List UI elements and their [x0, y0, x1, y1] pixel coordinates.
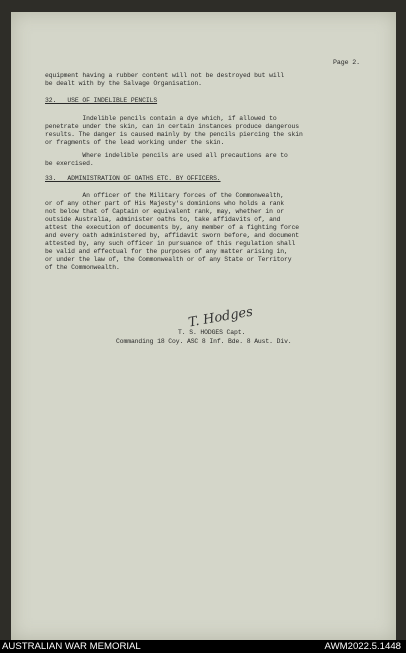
paragraph-line: be exercised.: [45, 160, 94, 167]
footer-institution: AUSTRALIAN WAR MEMORIAL: [2, 641, 141, 652]
footer-catalogue-id: AWM2022.5.1448: [324, 641, 401, 652]
handwritten-signature: T. Hodges: [187, 304, 255, 331]
paragraph-line: of the Commonwealth.: [45, 264, 120, 271]
signatory-name: T. S. HODGES Capt.: [178, 329, 246, 336]
text-line: equipment having a rubber content will not be destroyed but will: [45, 72, 285, 79]
paragraph-line: or fragments of the lead working under the skin.: [45, 139, 225, 146]
page-number: Page 2.: [333, 59, 360, 66]
paragraph-line: outside Australia, administer oaths to, take affidavits of, and: [45, 216, 281, 223]
paragraph-line: Indelible pencils contain a dye which, if allowed to: [45, 115, 277, 122]
paragraph-line: An officer of the Military forces of the Commonwealth,: [45, 192, 285, 199]
paragraph-line: attested by, any such officer in pursuance of this regulation shall: [45, 240, 296, 247]
paragraph-line: or of any other part of His Majesty's dominions who holds a rank: [45, 200, 285, 207]
section-32-heading: 32. USE OF INDELIBLE PENCILS: [45, 97, 158, 104]
paragraph-line: penetrate under the skin, can in certain instances produce dangerous: [45, 123, 299, 130]
signatory-title: Commanding 18 Coy. ASC 8 Inf. Bde. 8 Aust. Div.: [116, 338, 292, 345]
paragraph-line: Where indelible pencils are used all precautions are to: [45, 152, 288, 159]
text-line: be dealt with by the Salvage Organisation.: [45, 80, 202, 87]
paragraph-line: results. The danger is caused mainly by the pencils piercing the skin: [45, 131, 303, 138]
archive-footer: [0, 640, 406, 653]
paragraph-line: and every oath administered by, affidavit sworn before, and document: [45, 232, 299, 239]
paragraph-line: not below that of Captain or equivalent rank, may, whether in or: [45, 208, 285, 215]
paragraph-line: attest the execution of documents by, any member of a fighting force: [45, 224, 299, 231]
paragraph-line: be valid and effectual for the purposes of any matter arising in,: [45, 248, 288, 255]
paragraph-line: or under the law of, the Commonwealth or of any State or Territory: [45, 256, 292, 263]
section-33-heading: 33. ADMINISTRATION OF OATHS ETC. BY OFFICERS.: [45, 175, 221, 182]
